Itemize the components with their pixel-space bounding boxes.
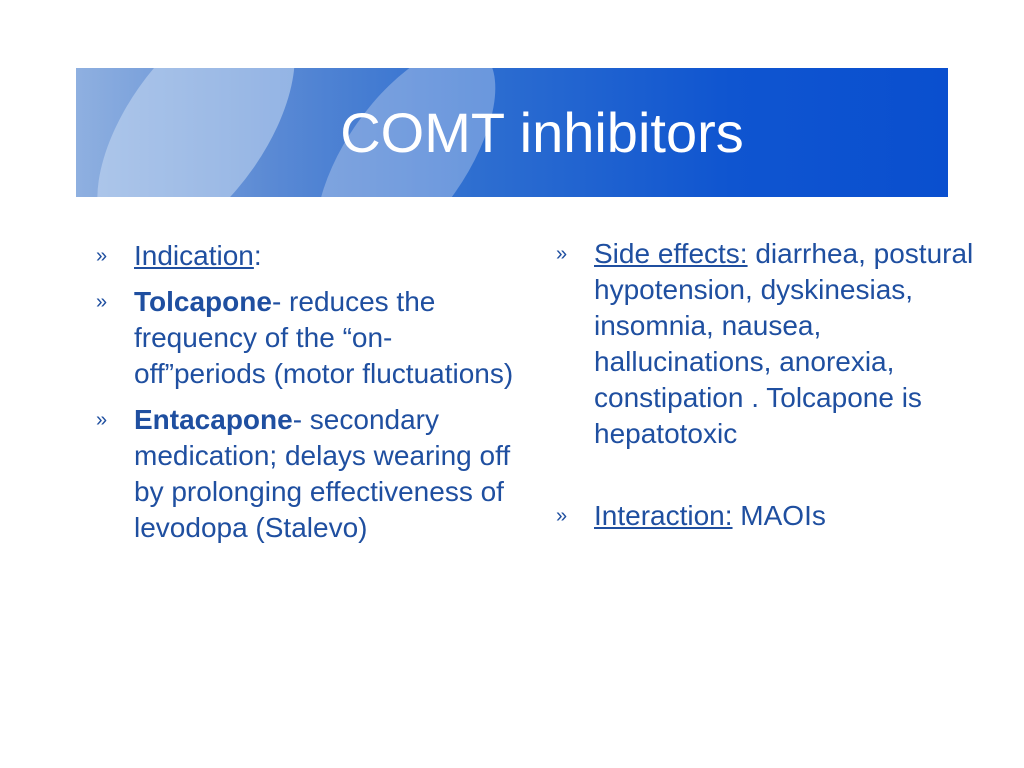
- interaction-text: MAOIs: [732, 500, 826, 531]
- right-column: [556, 236, 976, 544]
- bullet-icon: »: [556, 243, 568, 265]
- left-column: [96, 238, 516, 556]
- bullet-icon: »: [556, 505, 568, 527]
- list-item-side-effects: [556, 236, 976, 452]
- bullet-icon: »: [96, 409, 108, 431]
- list-item-entacapone: [96, 402, 516, 546]
- list-item-tolcapone: [96, 284, 516, 392]
- tolcapone-text: - reduces the frequency of the “on-off”periods (motor fluctuations): [134, 286, 514, 389]
- interaction-label: Interaction:: [594, 500, 733, 531]
- indication-label: Indication: [134, 240, 254, 271]
- indication-suffix: :: [253, 240, 262, 271]
- bullet-icon: »: [96, 245, 108, 267]
- title-banner: [76, 68, 948, 197]
- list-item-interaction: [556, 498, 976, 534]
- list-item-indication: [96, 238, 516, 274]
- bullet-icon: »: [96, 291, 108, 313]
- slide-title: COMT inhibitors: [340, 101, 744, 164]
- entacapone-name: Entacapone: [134, 404, 293, 435]
- entacapone-text: - secondary medication; delays wearing off by prolonging effectiveness of levodopa (Stalevo): [134, 404, 511, 543]
- tolcapone-name: Tolcapone: [134, 286, 272, 317]
- side-effects-text: diarrhea, postural hypotension, dyskinesias, insomnia, nausea, hallucinations, anorexia, constipation . Tolcapone is hepatotoxic: [594, 238, 974, 449]
- side-effects-label: Side effects:: [594, 238, 748, 269]
- spacer: [556, 462, 976, 498]
